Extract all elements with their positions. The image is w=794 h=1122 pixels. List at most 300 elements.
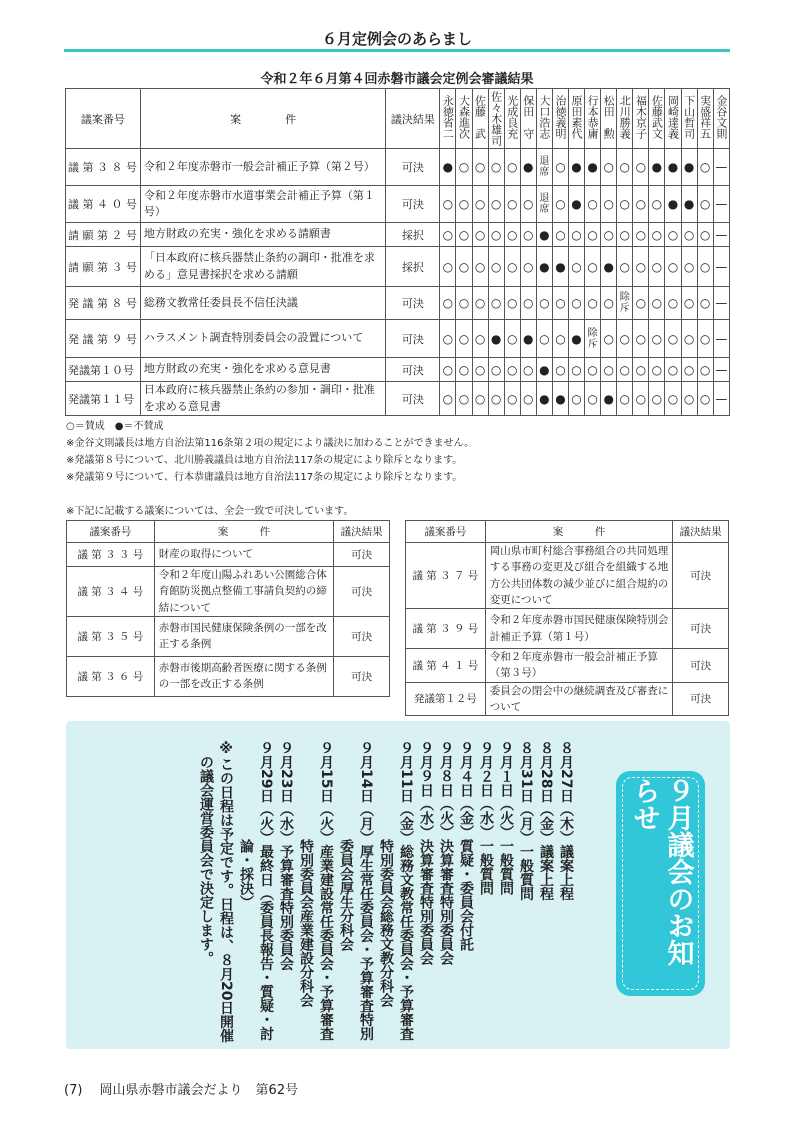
member-header (649, 89, 665, 149)
vote-mark: ○ (506, 296, 518, 310)
vote-mark: — (715, 362, 728, 377)
vote-cell (520, 247, 536, 287)
vote-mark: ○ (699, 197, 711, 211)
bill-subject: 「日本政府に核兵器禁止条約の調印・批准を求める」意見書採択を求める請願 (140, 247, 386, 287)
vote-cell (601, 186, 617, 223)
member-header (472, 89, 488, 149)
bill-subject: 赤磐市国民健康保険条例の一部を改正する条例 (154, 616, 333, 656)
col-header-subject: 案 件 (140, 89, 386, 149)
vote-cell (488, 149, 504, 186)
vote-mark: ● (442, 160, 454, 174)
schedule-line: ９月29日（火）最終日（委員長報告・質疑・討 (258, 741, 274, 1041)
vote-mark: — (715, 259, 728, 274)
bill-result: 可決 (386, 320, 440, 358)
member-name: 佐々木雄司 (489, 91, 503, 146)
vote-cell (665, 358, 681, 382)
vote-cell (552, 223, 568, 247)
vote-cell (504, 186, 520, 223)
vote-mark: ○ (490, 391, 502, 406)
vote-mark: ○ (587, 197, 598, 211)
vote-cell (617, 320, 633, 358)
notice-badge (616, 771, 705, 996)
vote-mark: ○ (587, 296, 598, 310)
vote-cell (488, 247, 504, 287)
schedule-line: ９月８日（火）決算審査特別委員会 (438, 741, 454, 965)
vote-cell (697, 358, 713, 382)
vote-cell (681, 223, 697, 247)
vote-cell (440, 186, 456, 223)
vote-cell (520, 223, 536, 247)
vote-mark: ○ (571, 259, 582, 274)
vote-mark: ○ (635, 197, 647, 211)
vote-mark: ○ (587, 259, 598, 274)
vote-cell (472, 382, 488, 416)
vote-cell (536, 382, 552, 416)
vote-mark: ○ (506, 259, 518, 274)
member-name: 松田 勲 (602, 95, 616, 139)
vote-mark: ○ (458, 331, 470, 346)
unanimous-table-right (405, 520, 729, 716)
vote-cell (520, 320, 536, 358)
col-header-number: 議案番号 (406, 521, 486, 543)
table-row (67, 567, 390, 617)
vote-cell (713, 223, 729, 247)
member-header (601, 89, 617, 149)
vote-cell (456, 320, 472, 358)
vote-mark: ○ (667, 331, 679, 346)
vote-cell (665, 186, 681, 223)
vote-cell (440, 223, 456, 247)
schedule-line: ９月23日（水）予算審査特別委員会 (278, 741, 294, 971)
vote-cell (568, 149, 584, 186)
vote-mark: 除斥 (619, 292, 630, 314)
bill-subject: 委員会の閉会中の継続調査及び審査について (485, 682, 672, 716)
schedule-line: ※この日程は予定です。日程は、８月20日開催 (218, 741, 234, 1043)
vote-mark: ● (555, 391, 566, 406)
vote-mark: ○ (442, 362, 454, 377)
vote-mark: ● (667, 160, 679, 174)
vote-mark: ○ (635, 391, 647, 406)
table-row (66, 149, 730, 186)
vote-mark: ● (603, 391, 614, 406)
vote-mark: ○ (683, 227, 695, 242)
vote-mark: ○ (635, 362, 647, 377)
vote-mark: — (715, 331, 728, 346)
vote-mark: ○ (523, 227, 534, 242)
bill-result: 可決 (673, 543, 729, 609)
vote-mark: 退席 (539, 156, 550, 178)
schedule-line: ９月１日（火）一般質問 (498, 741, 514, 895)
vote-cell (649, 382, 665, 416)
bill-result: 可決 (334, 656, 390, 696)
vote-cell (633, 223, 649, 247)
vote-cell (472, 223, 488, 247)
vote-cell (440, 149, 456, 186)
bill-number: 議 第 ３ ８ 号 (66, 149, 141, 186)
vote-mark: ○ (474, 160, 486, 174)
vote-cell (552, 247, 568, 287)
bill-result: 可決 (386, 358, 440, 382)
table-row (66, 186, 730, 223)
legend (66, 418, 474, 486)
vote-mark: — (715, 391, 728, 406)
vote-cell (440, 382, 456, 416)
vote-mark: ○ (619, 391, 630, 406)
bill-result: 可決 (386, 382, 440, 416)
vote-cell (617, 382, 633, 416)
vote-cell (713, 287, 729, 320)
vote-cell (681, 382, 697, 416)
member-header (456, 89, 472, 149)
bill-number: 議 第 ４ ０ 号 (66, 186, 141, 223)
schedule-line: ９月11日（金）総務文教常任委員会・予算審査 (398, 741, 414, 1041)
vote-mark: ○ (571, 227, 582, 242)
vote-mark: ● (555, 259, 566, 274)
vote-cell (585, 186, 601, 223)
vote-mark: ○ (490, 362, 502, 377)
vote-mark: ○ (571, 296, 582, 310)
bill-subject: 総務文教常任委員長不信任決議 (140, 287, 386, 320)
vote-cell (456, 358, 472, 382)
table-row (406, 543, 729, 609)
vote-mark: ● (683, 197, 695, 211)
vote-mark: ○ (458, 227, 470, 242)
vote-cell (617, 223, 633, 247)
col-header-result: 議決結果 (334, 521, 390, 543)
bill-number: 発 議 第 ９ 号 (66, 320, 141, 358)
vote-cell (681, 149, 697, 186)
member-name: 大口浩志 (537, 95, 551, 139)
vote-mark: ○ (651, 391, 663, 406)
legend-note-chair: ※金谷文則議長は地方自治法第116条第２項の規定により議決に加わることができません。 (66, 438, 475, 449)
member-name: 原田素代 (570, 95, 584, 139)
col-header-subject: 案 件 (485, 521, 672, 543)
vote-cell (681, 247, 697, 287)
schedule-line: 特別委員会産業建設分科会 (298, 741, 314, 1007)
vote-mark: ○ (490, 160, 502, 174)
vote-cell (504, 287, 520, 320)
bill-result: 可決 (386, 186, 440, 223)
vote-mark: ● (523, 331, 534, 346)
bill-result: 可決 (386, 149, 440, 186)
vote-mark: — (715, 227, 728, 242)
vote-mark: ○ (474, 259, 486, 274)
member-header (488, 89, 504, 149)
vote-cell (585, 287, 601, 320)
vote-cell (601, 320, 617, 358)
schedule-line: ９月９日（水）決算審査特別委員会 (418, 741, 434, 965)
vote-mark: ○ (619, 197, 630, 211)
vote-mark: ● (539, 227, 550, 242)
vote-mark: ○ (555, 296, 566, 310)
vote-mark: ○ (458, 259, 470, 274)
september-schedule (96, 741, 576, 1041)
vote-mark: ● (587, 160, 598, 174)
vote-cell (633, 382, 649, 416)
vote-cell (665, 247, 681, 287)
vote-cell (456, 382, 472, 416)
bill-subject: 令和２年度赤磐市国民健康保険特別会計補正予算（第１号） (485, 609, 672, 649)
vote-cell (440, 287, 456, 320)
vote-mark: ○ (523, 391, 534, 406)
legend-marks: ○＝賛成 ●＝不賛成 (66, 421, 164, 432)
vote-cell (713, 247, 729, 287)
col-header-result: 議決結果 (386, 89, 440, 149)
member-header (681, 89, 697, 149)
vote-mark: ○ (603, 362, 614, 377)
schedule-line: ９月２日（水）一般質問 (478, 741, 494, 895)
member-name: 岡崎達義 (666, 95, 680, 139)
vote-mark: ● (571, 160, 582, 174)
table-row (66, 247, 730, 287)
member-header (713, 89, 729, 149)
vote-mark: ○ (683, 296, 695, 310)
vote-mark: ○ (555, 227, 566, 242)
bill-result: 可決 (334, 616, 390, 656)
vote-mark: — (715, 160, 728, 174)
vote-mark: ○ (442, 197, 454, 211)
vote-cell (617, 358, 633, 382)
vote-cell (504, 149, 520, 186)
vote-mark: ○ (506, 197, 518, 211)
vote-mark: ○ (555, 160, 566, 174)
vote-mark: 退席 (539, 193, 550, 215)
vote-cell (585, 247, 601, 287)
bill-subject: 岡山県市町村総合事務組合の共同処理する事務の変更及び組合を組織する地方公共団体数の減少並びに組合規約の変更について (485, 543, 672, 609)
schedule-line: ８月31日（月）一般質問 (518, 741, 534, 901)
vote-cell (472, 149, 488, 186)
vote-cell (552, 358, 568, 382)
vote-cell (601, 358, 617, 382)
vote-cell (536, 320, 552, 358)
schedule-line: ９月４日（金）質疑・委員会付託 (458, 741, 474, 951)
vote-cell (585, 223, 601, 247)
vote-mark: ○ (683, 362, 695, 377)
table-row (406, 609, 729, 649)
vote-cell (585, 358, 601, 382)
vote-cell (488, 223, 504, 247)
vote-mark: ○ (474, 227, 486, 242)
schedule-line: 論・採決） (238, 741, 254, 909)
vote-cell (697, 223, 713, 247)
vote-cell (601, 287, 617, 320)
vote-cell (568, 186, 584, 223)
member-name: 光成良充 (505, 95, 519, 139)
vote-mark: ○ (442, 259, 454, 274)
vote-mark: ○ (699, 160, 711, 174)
vote-cell (649, 186, 665, 223)
vote-mark: ○ (442, 227, 454, 242)
vote-cell (568, 358, 584, 382)
vote-mark: ○ (699, 331, 711, 346)
vote-cell (649, 358, 665, 382)
col-header-subject: 案 件 (154, 521, 333, 543)
vote-cell (665, 287, 681, 320)
vote-cell (585, 382, 601, 416)
vote-mark: ○ (506, 331, 518, 346)
page-footer: (7) 岡山県赤磐市議会だより 第62号 (64, 1083, 299, 1098)
member-name: 保田 守 (521, 95, 535, 139)
vote-cell (617, 247, 633, 287)
vote-mark: ● (667, 197, 679, 211)
vote-mark: ○ (523, 197, 534, 211)
vote-cell (697, 186, 713, 223)
bill-number: 議 第 ４ １ 号 (406, 649, 486, 683)
bill-number: 議 第 ３ ４ 号 (67, 567, 155, 617)
vote-cell (472, 287, 488, 320)
vote-mark: ○ (683, 391, 695, 406)
bill-subject: 令和２年度山陽ふれあい公園総合体育館防災拠点整備工事請負契約の締結について (154, 567, 333, 617)
vote-mark: ○ (699, 362, 711, 377)
vote-mark: ○ (667, 227, 679, 242)
vote-mark: ○ (506, 227, 518, 242)
vote-cell (504, 320, 520, 358)
vote-mark: ● (539, 362, 550, 377)
vote-cell (649, 287, 665, 320)
vote-mark: ○ (603, 197, 614, 211)
vote-mark: ○ (619, 259, 630, 274)
unanimous-note: ※下記に記載する議案については、全会一致で可決しています。 (66, 506, 354, 517)
bill-result: 可決 (334, 567, 390, 617)
vote-mark: ● (490, 331, 502, 346)
vote-cell (697, 320, 713, 358)
bill-number: 発 議 第 ８ 号 (66, 287, 141, 320)
vote-cell (681, 287, 697, 320)
schedule-line: 特別委員会総務文教分科会 (378, 741, 394, 1007)
vote-mark: ○ (619, 227, 630, 242)
vote-mark: ○ (490, 197, 502, 211)
bill-subject: 地方財政の充実・強化を求める意見書 (140, 358, 386, 382)
bill-subject: 日本政府に核兵器禁止条約の参加・調印・批准を求める意見書 (140, 382, 386, 416)
vote-mark: ○ (555, 197, 566, 211)
vote-cell (536, 287, 552, 320)
vote-mark: ○ (683, 259, 695, 274)
vote-cell (536, 247, 552, 287)
member-header (585, 89, 601, 149)
bill-result: 可決 (673, 609, 729, 649)
member-name: 北川勝義 (618, 95, 632, 139)
member-name: 佐藤武文 (650, 95, 664, 139)
vote-cell (552, 320, 568, 358)
legend-note-8: ※発議第８号について、北川勝義議員は地方自治法117条の規定により除斥となります。 (66, 455, 463, 466)
col-header-result: 議決結果 (673, 521, 729, 543)
vote-cell (681, 320, 697, 358)
vote-mark: ○ (555, 331, 566, 346)
page-header-title: ６月定例会のあらまし (321, 30, 472, 48)
vote-mark: ○ (635, 296, 647, 310)
vote-mark: ○ (651, 362, 663, 377)
bill-subject: 令和２年度赤磐市一般会計補正予算（第３号） (485, 649, 672, 683)
vote-cell (440, 358, 456, 382)
vote-cell (520, 149, 536, 186)
member-header (633, 89, 649, 149)
vote-mark: ○ (699, 296, 711, 310)
vote-mark: ○ (587, 227, 598, 242)
bill-number: 議 第 ３ ５ 号 (67, 616, 155, 656)
vote-mark: ○ (603, 296, 614, 310)
schedule-line: 委員会厚生分科会 (338, 741, 354, 951)
vote-mark: ○ (523, 362, 534, 377)
vote-mark: ○ (442, 296, 454, 310)
vote-cell (713, 382, 729, 416)
vote-cell (601, 149, 617, 186)
bill-number: 議 第 ３ ７ 号 (406, 543, 486, 609)
bill-number: 発議第１１号 (66, 382, 141, 416)
unanimous-table-left (66, 520, 390, 697)
vote-cell (488, 287, 504, 320)
vote-mark: ○ (458, 296, 470, 310)
header-rule (64, 49, 730, 52)
vote-cell (488, 320, 504, 358)
vote-cell (601, 247, 617, 287)
vote-mark: ○ (442, 391, 454, 406)
vote-cell (520, 287, 536, 320)
vote-cell (536, 358, 552, 382)
table-row (66, 382, 730, 416)
vote-cell (697, 382, 713, 416)
vote-cell (633, 358, 649, 382)
vote-cell (552, 186, 568, 223)
vote-cell (472, 247, 488, 287)
table-row (66, 223, 730, 247)
member-header (617, 89, 633, 149)
vote-cell (665, 149, 681, 186)
vote-mark: ○ (651, 227, 663, 242)
vote-mark: — (715, 296, 728, 310)
member-header (520, 89, 536, 149)
vote-mark: ○ (683, 331, 695, 346)
vote-mark: ● (571, 331, 582, 346)
vote-mark: ○ (458, 391, 470, 406)
bill-result: 可決 (673, 682, 729, 716)
vote-results-table (65, 88, 730, 416)
vote-mark: ○ (651, 197, 663, 211)
vote-cell (552, 382, 568, 416)
vote-cell (568, 320, 584, 358)
bill-subject: 令和２年度赤磐市水道事業会計補正予算（第１号） (140, 186, 386, 223)
vote-mark: ○ (635, 160, 647, 174)
vote-cell (633, 247, 649, 287)
vote-mark: ○ (587, 362, 598, 377)
vote-cell (520, 382, 536, 416)
vote-mark: ○ (458, 362, 470, 377)
vote-mark: — (715, 197, 728, 211)
table-row (66, 287, 730, 320)
vote-cell (456, 287, 472, 320)
vote-cell (585, 149, 601, 186)
vote-cell (585, 320, 601, 358)
vote-cell (504, 247, 520, 287)
member-header (504, 89, 520, 149)
vote-cell (440, 247, 456, 287)
table-row (406, 682, 729, 716)
vote-cell (520, 358, 536, 382)
vote-cell (713, 358, 729, 382)
vote-mark: ○ (490, 227, 502, 242)
vote-cell (633, 320, 649, 358)
vote-cell (713, 186, 729, 223)
member-header (552, 89, 568, 149)
vote-mark: ○ (651, 259, 663, 274)
bill-result: 可決 (673, 649, 729, 683)
table-row (406, 649, 729, 683)
vote-cell (601, 223, 617, 247)
vote-cell (456, 247, 472, 287)
vote-cell (536, 149, 552, 186)
vote-cell (649, 247, 665, 287)
vote-cell (617, 149, 633, 186)
schedule-line: ８月27日（木）議案上程 (558, 741, 574, 901)
